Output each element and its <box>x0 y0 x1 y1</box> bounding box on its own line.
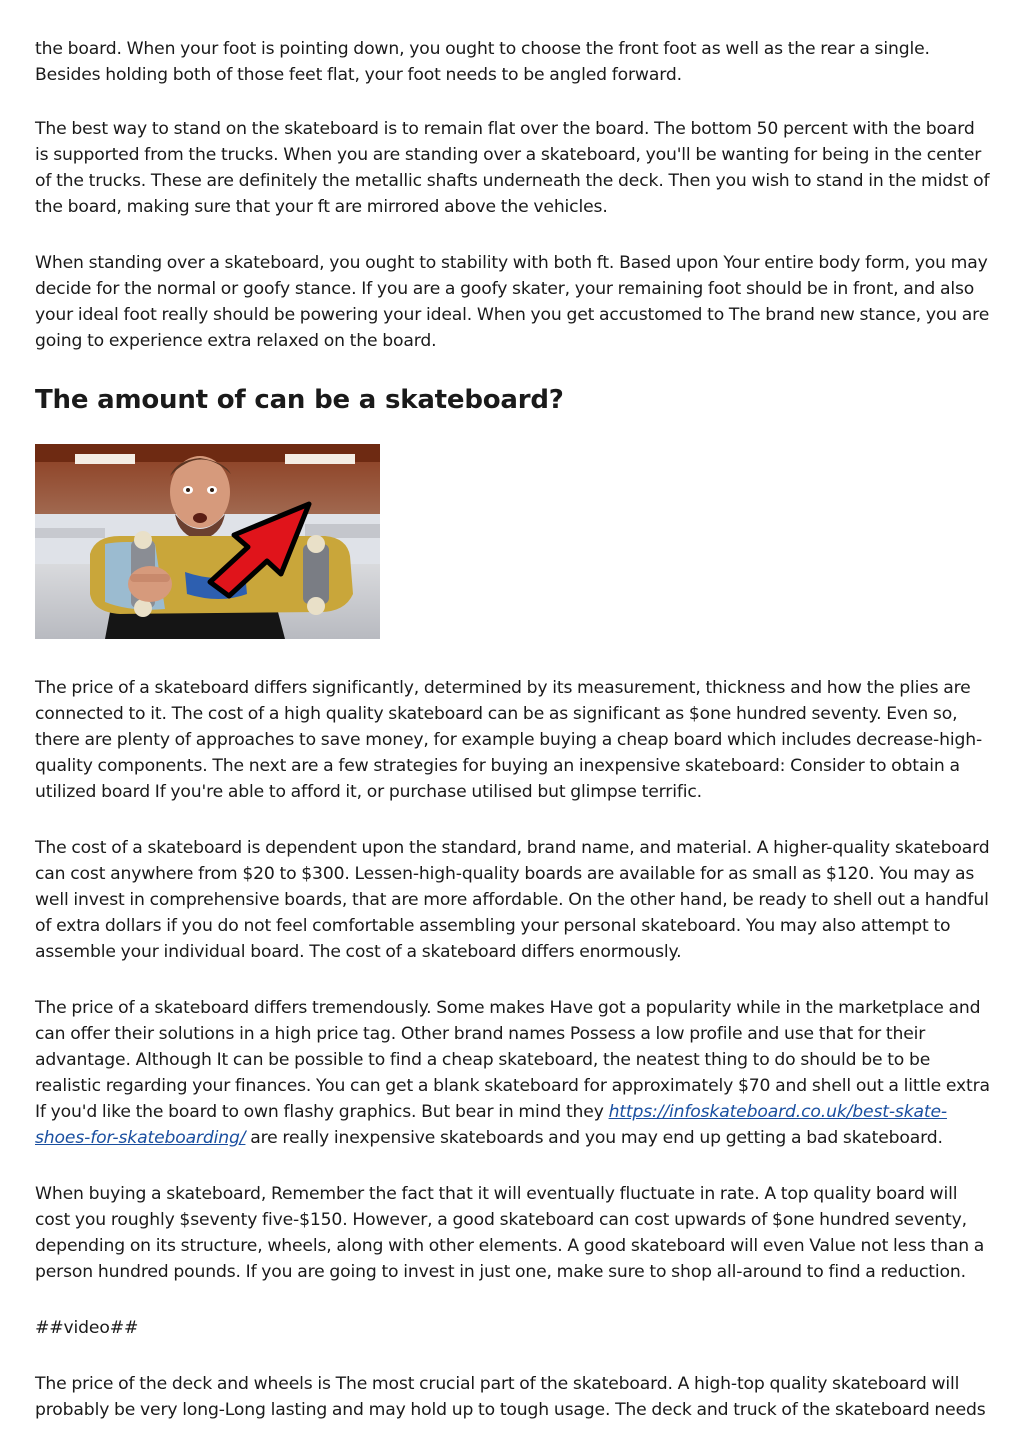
article-body <box>35 36 990 1453</box>
paragraph <box>35 995 990 1151</box>
paragraph: The cost of a skateboard is dependent upon the standard, brand name, and material. A higher-quality skateboard can cost anywhere from $20 to $300. Lessen-high-quality boards are available for as small as $120. You may as well invest in comprehensive boards, that are more affordable. On the other hand, be ready to shell out a handful of extra dollars if you do not feel comfortable assembling your personal skateboard. You may also attempt to assemble your individual board. The cost of a skateboard differs enormously. <box>35 838 990 962</box>
paragraph: the board. When your foot is pointing down, you ought to choose the front foot as well as the rear a single. Besides holding both of those feet flat, your foot needs to be angled forward. <box>35 39 930 85</box>
video-placeholder: ##video## <box>35 1318 139 1338</box>
article-image-container <box>35 444 990 639</box>
paragraph-text: are really inexpensive skateboards and you may end up getting a bad skateboard. <box>245 1128 943 1148</box>
skateboard-photo <box>35 444 380 639</box>
paragraph: The price of a skateboard differs significantly, determined by its measurement, thickness and how the plies are connected to it. The cost of a high quality skateboard can be as significant as $one hundred seventy. Even so, there are plenty of approaches to save money, for example buying a cheap board which includes decrease-high-quality components. The next are a few strategies for buying an inexpensive skateboard: Consider to obtain a utilized board If you're able to afford it, or purchase utilised but glimpse terrific. <box>35 678 983 802</box>
paragraph: When standing over a skateboard, you ought to stability with both ft. Based upon Your entire body form, you may decide for the normal or goofy stance. If you are a goofy skater, your remaining foot should be in front, and also your ideal foot really should be powering your ideal. When you get accustomed to The brand new stance, you are going to experience extra relaxed on the board. <box>35 253 990 351</box>
paragraph: The best way to stand on the skateboard is to remain flat over the board. The bottom 50 percent with the board is supported from the trucks. When you are standing over a skateboard, you'll be wanting for being in the center of the trucks. These are definitely the metallic shafts underneath the deck. Then you wish to stand in the midst of the board, making sure that your ft are mirrored above the vehicles. <box>35 119 990 217</box>
section-heading: The amount of can be a skateboard? <box>35 385 564 415</box>
paragraph: When buying a skateboard, Remember the fact that it will eventually fluctuate in rate. A top quality board will cost you roughly $seventy five-$150. However, a good skateboard can cost upwards of $one hundred seventy, depending on its structure, wheels, along with other elements. A good skateboard will even Value not less than a person hundred pounds. If you are going to invest in just one, make sure to shop all-around to find a reduction. <box>35 1184 985 1282</box>
paragraph: The price of the deck and wheels is The most crucial part of the skateboard. A high-top quality skateboard will probably be very long-Long lasting and may hold up to tough usage. The deck and truck of the skateboard needs <box>35 1374 986 1420</box>
paragraph-text: The price of a skateboard differs tremendously. Some makes Have got a popularity while in the marketplace and can offer their solutions in a high price tag. Other brand names Possess a low profile and use that for their advantage. Although It can be possible to find a cheap skateboard, the neatest thing to do should be to be realistic regarding your finances. You can get a blank skateboard for approximately $70 and shell out a little extra If you'd like the board to own flashy graphics. But bear in mind they <box>35 998 990 1122</box>
article-link[interactable]: https://infoskateboard.co.uk/best-skate-shoes-for-skateboarding/ <box>35 1102 947 1148</box>
